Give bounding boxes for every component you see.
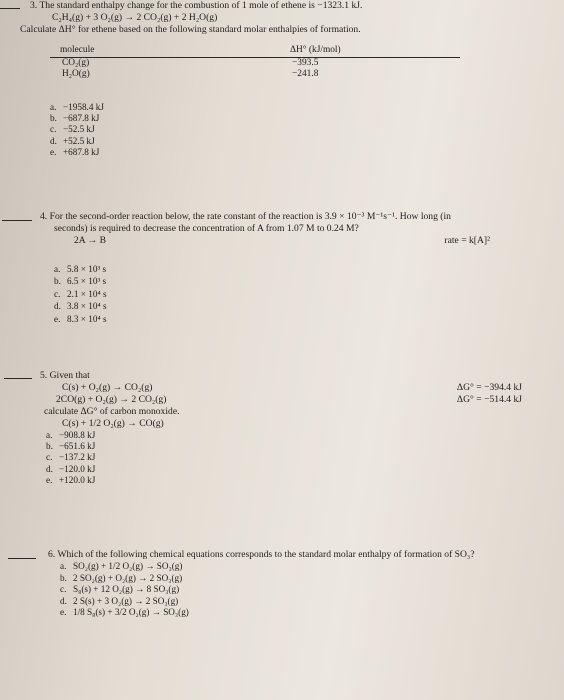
option-a[interactable]: a. −1958.4 kJ <box>50 102 104 112</box>
question-prompt: Which of the following chemical equations corresponds to the standard molar enthalpy of formation of SO₃? <box>57 549 475 560</box>
option-c[interactable]: c. −137.2 kJ <box>46 452 96 463</box>
answer-blank-q5[interactable] <box>4 378 32 379</box>
option-e[interactable]: e. 1/8 S₈(s) + 3/2 O₂(g) → SO₃(g) <box>60 607 189 618</box>
delta-g-2: ΔG° = −514.4 kJ <box>456 394 522 405</box>
question-number: 3. <box>30 0 38 11</box>
table-header-molecule: molecule <box>50 44 180 58</box>
question-prompt: calculate ΔG° of carbon monoxide. <box>44 406 180 417</box>
options-list <box>50 102 460 158</box>
question-intro: The standard enthalpy change for the combustion of 1 mole of ethene is −1323.1 kJ. <box>39 0 363 11</box>
question-text-line2: seconds) is required to decrease the concentration of A from 1.07 M to 0.24 M? <box>54 223 359 234</box>
question-5 <box>40 370 522 486</box>
enthalpy-table <box>50 44 460 80</box>
combustion-equation: C₂H₄(g) + 3 O₂(g) → 2 CO₂(g) + 2 H₂O(g) <box>52 12 218 23</box>
option-e[interactable]: e. 8.3 × 10⁴ s <box>54 313 107 324</box>
option-d[interactable]: d. 3.8 × 10⁴ s <box>54 301 107 312</box>
reaction-2: 2CO(g) + O₂(g) → 2 CO₂(g) <box>56 394 167 405</box>
option-b[interactable]: b. −687.8 kJ <box>50 113 100 124</box>
option-e[interactable]: e. +120.0 kJ <box>46 474 96 485</box>
option-d[interactable]: d. +52.5 kJ <box>50 135 95 146</box>
table-row <box>50 58 460 70</box>
table-row <box>50 69 460 80</box>
option-b[interactable]: b. 6.5 × 10³ s <box>54 276 107 287</box>
option-c[interactable]: c. −52.5 kJ <box>50 124 95 135</box>
option-a[interactable]: a. 5.8 × 10³ s <box>54 264 107 274</box>
option-e[interactable]: e. +687.8 kJ <box>50 146 100 157</box>
question-text-line1: For the second-order reaction below, the rate constant of the reaction is 3.9 × 10⁻³ M⁻¹s⁻¹. How long (in <box>49 211 451 222</box>
rate-law: rate = k[A]² <box>444 235 490 246</box>
reaction-1: C(s) + O₂(g) → CO₂(g) <box>62 382 153 393</box>
question-6 <box>48 549 475 619</box>
table-cell-value: −393.5 <box>292 58 319 68</box>
question-number: 4. <box>40 211 48 222</box>
table-cell-molecule: H₂O(g) <box>62 69 90 79</box>
option-d[interactable]: d. 2 S(s) + 3 O₂(g) → 2 SO₃(g) <box>60 595 179 606</box>
question-number: 6. <box>48 549 56 560</box>
option-b[interactable]: b. −651.6 kJ <box>46 441 96 452</box>
question-3 <box>20 0 460 158</box>
option-c[interactable]: c. 2.1 × 10⁴ s <box>54 288 107 299</box>
question-number: 5. <box>40 370 48 381</box>
delta-g-1: ΔG° = −394.4 kJ <box>456 382 522 393</box>
options-list <box>46 430 522 486</box>
target-reaction: C(s) + 1/2 O₂(g) → CO(g) <box>62 418 164 429</box>
table-cell-molecule: CO₂(g) <box>62 58 90 68</box>
table-header-enthalpy: ΔH° (kJ/mol) <box>180 44 460 58</box>
answer-blank-q3[interactable] <box>0 8 20 9</box>
question-4 <box>40 211 490 325</box>
question-prompt: Calculate ΔH° for ethene based on the following standard molar enthalpies of formation. <box>20 24 361 35</box>
options-list <box>60 561 475 619</box>
option-b[interactable]: b. 2 SO₂(g) + O₂(g) → 2 SO₃(g) <box>60 572 183 583</box>
answer-blank-q6[interactable] <box>8 558 36 559</box>
table-cell-value: −241.8 <box>292 69 319 79</box>
option-c[interactable]: c. S₈(s) + 12 O₂(g) → 8 SO₃(g) <box>60 584 180 595</box>
question-intro: Given that <box>49 370 90 381</box>
option-a[interactable]: a. SO₂(g) + 1/2 O₂(g) → SO₃(g) <box>60 561 183 571</box>
reaction-equation: 2A → B <box>74 235 106 246</box>
option-d[interactable]: d. −120.0 kJ <box>46 463 96 474</box>
option-a[interactable]: a. −908.8 kJ <box>46 430 96 440</box>
options-list <box>54 263 490 325</box>
answer-blank-q4[interactable] <box>2 220 32 221</box>
